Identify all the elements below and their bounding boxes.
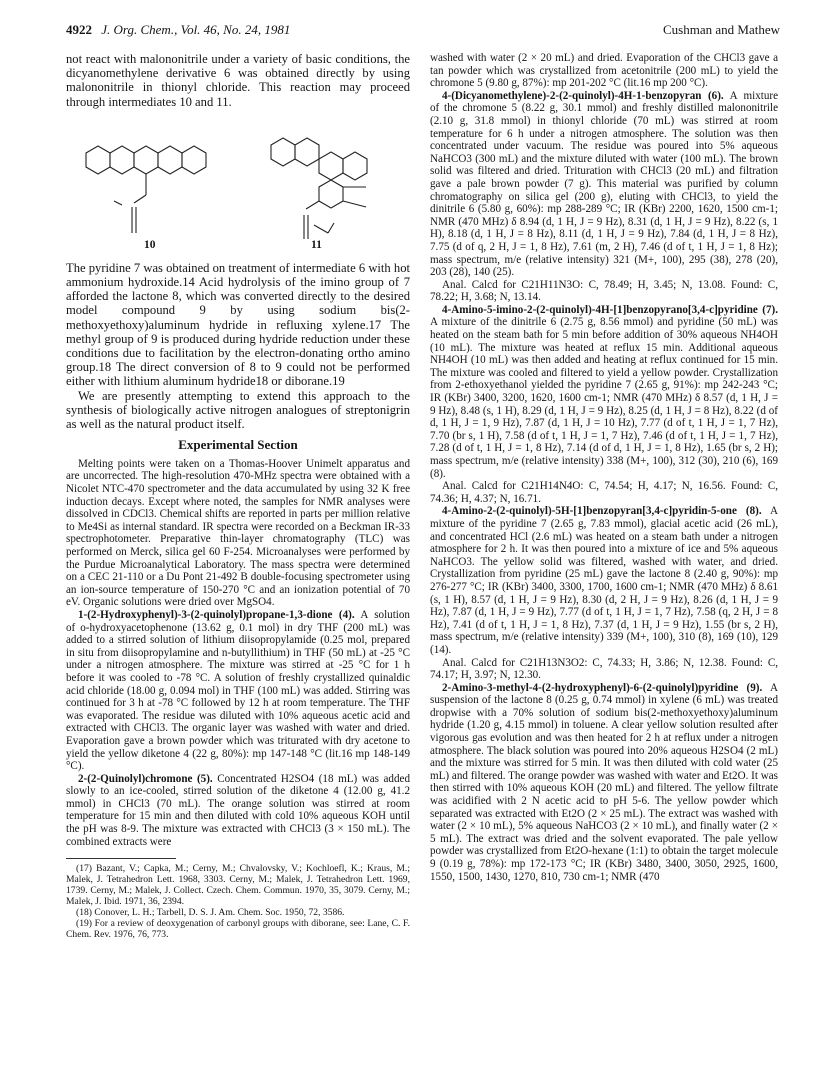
structures-figure xyxy=(66,115,410,257)
compound-6-text: A mixture of the chromone 5 (8.22 g, 30.1 mmol) and freshly distilled malononitrile (2.10 g, 31.8 mmol) in thionyl chloride (70 mL) was stirred at room temperature for 6 h under a nitrogen atmosphere. The solution was then concentrated under vacuum. The residue was poured into 5% aqueous NaHCO3 (300 mL) and the mixture diluted with water (100 mL). The brown solid was filtered and dried. Trituration with CHCl3 (20 mL) and filtration gave a pale brown powder (7 g). This material was purified by column chromatography on silica gel (200 g), eluting with CHCl3, to yield the dinitrile 6 (5.80 g, 60%): mp 288-289 °C; IR (KBr) 2200, 1620, 1500 cm-1; NMR (470 MHz) δ 8.94 (d, 1 H, J = 9 Hz), 8.31 (d, 1 H, J = 9 Hz), 8.22 (s, 1 H), 8.18 (d, 1 H, J = 8 Hz), 8.11 (d, 1 H, J = 9 Hz), 7.84 (d, 1 H, J = 8 Hz), 7.75 (d of q, 2 H, J = 1, 8 Hz), 7.61 (m, 2 H), 7.46 (d of t, 1 H, J = 1, 8 Hz); mass spectrum, m/e (relative intensity) 321 (M+, 100), 295 (38), 278 (20), 203 (28), 140 (25). xyxy=(430,89,778,279)
structure-label-11: 11 xyxy=(311,238,322,251)
paragraph-intro: not react with malononitrile under a variety of basic conditions, the dicyanomethylene derivative 6 was obtained directly by using malononitrile in thionyl chloride. This reaction may proceed through intermediates 10 and 11. xyxy=(66,52,410,109)
right-column xyxy=(430,52,778,883)
compound-6-title: 4-(Dicyanomethylene)-2-(2-quinolyl)-4H-1-benzopyran (6). xyxy=(442,89,724,102)
analysis-compound-6: Anal. Calcd for C21H11N3O: C, 78.49; H, 3.45; N, 13.08. Found: C, 78.22; H, 3.68; N, 13.14. xyxy=(430,278,778,304)
paragraph-chromone-workup: washed with water (2 × 20 mL) and dried. Evaporation of the CHCl3 gave a tan powder which was crystallized from acetonitrile (200 mL) to yield the chromone 5 (9.80 g, 87%): mp 201-202 °C (lit.16 mp 200 °C). xyxy=(430,52,778,90)
compound-7-title: 4-Amino-5-imino-2-(2-quinolyl)-4H-[1]benzopyrano[3,4-c]pyridine (7). xyxy=(442,303,778,316)
procedure-compound-7 xyxy=(430,304,778,480)
paragraph-outlook: We are presently attempting to extend this approach to the synthesis of biologically active nitrogen analogues of streptonigrin as well as the natural product itself. xyxy=(66,388,410,432)
paragraph-pyridine: The pyridine 7 was obtained on treatment of intermediate 6 with hot ammonium hydroxide.14 Acid hydrolysis of the imino group of 7 afforded the lactone 8, which was converted directly to the desired model compound 9 by using sodium bis(2-methoxyethoxy)aluminum hydride in refluxing xylene.17 The methyl group of 9 is produced during hydride reduction under these conditions due to facilitation by the electron-donating ortho amino group.18 The direct conversion of 8 to 9 could not be performed either with lithium aluminum hydride18 or diborane.19 xyxy=(66,260,410,389)
compound-9-title: 2-Amino-3-methyl-4-(2-hydroxyphenyl)-6-(2-quinolyl)pyridine (9). xyxy=(442,681,763,694)
procedure-compound-5 xyxy=(66,773,410,849)
procedure-compound-8 xyxy=(430,505,778,656)
compound-5-title: 2-(2-Quinolyl)chromone (5). xyxy=(78,772,213,785)
journal-citation: J. Org. Chem., Vol. 46, No. 24, 1981 xyxy=(101,22,291,37)
compound-9-text: A suspension of the lactone 8 (0.25 g, 0.74 mmol) in xylene (6 mL) was treated dropwise with a 70% solution of sodium bis(2-methoxyethoxy)aluminum hydride (1.20 g, 4.15 mmol) in toluene. A clear yellow solution resulted after vigorous gas evolution and was then heated for 2 h at reflux under a nitrogen atmosphere. The black solution was poured into 20% aqueous H2SO4 (2 mL) and the mixture was stirred for 5 min. It was then diluted with cold water (25 mL) and filtered. The orange powder was washed with water and Et2O. It was then stirred with 10% aqueous KOH (20 mL) and filtered. The yellow filtrate was acidified with 2 N acetic acid to pH 5-6. The yellow powder which separated was extracted with Et2O (2 × 25 mL). The extract was washed with water (2 × 10 mL), 5% aqueous NaHCO3 (2 × 10 mL), and finally water (2 × 5 mL). The extract was dried and the solvent evaporated. The pale yellow powder was crystallized from Et2O-hexane (1:1) to obtain the target molecule 9 (0.19 g, 78%): mp 172-173 °C; IR (KBr) 3480, 3400, 3050, 2925, 1600, 1550, 1500, 1430, 1270, 810, 730 cm-1; NMR (470 xyxy=(430,681,778,883)
footnote-divider xyxy=(66,858,176,859)
structure-label-10: 10 xyxy=(144,238,156,251)
analysis-compound-7: Anal. Calcd for C21H14N4O: C, 74.54; H, 4.17; N, 16.56. Found: C, 74.36; H, 4.37; N, 16.71. xyxy=(430,480,778,505)
page-header xyxy=(66,22,780,40)
compound-4-text: A solution of o-hydroxyacetophenone (13.62 g, 0.1 mol) in dry THF (200 mL) was added to a stirred solution of lithium diisopropylamide (0.25 mol, prepared in situ from diisopropylamine and n-butyllithium) in THF (50 mL) at -25 °C under a nitrogen atmosphere. The mixture was stirred at -25 °C for 1 h before it was cooled to -78 °C. A solution of freshly crystallized quinaldic acid chloride (18.00 g, 0.094 mol) in THF (100 mL) was added. Stirring was continued for 3 h at -78 °C followed by 12 h at room temperature. The THF was evaporated. The residue was diluted with 10% aqueous acetic acid and extracted with CHCl3. The organic layer was washed with water and dried. Evaporation gave a brown powder which was triturated with dry acetone to yield the yellow diketone 4 (22 g, 80%): mp 147-148 °C (lit.16 mp 148-149 °C). xyxy=(66,608,410,773)
compound-7-text: A mixture of the dinitrile 6 (2.75 g, 8.56 mmol) and pyridine (50 mL) was heated on the steam bath for 5 min before addition of 30% aqueous NH4OH (10 mL). The mixture was heated at reflux 15 min. Additional aqueous NH4OH (10 mL) was then added and heating at reflux continued for 15 min. The mixture was cooled and filtered to yield a yellow powder. Crystallization from 2-ethoxyethanol yielded the pyridine 7 (2.65 g, 91%): mp 242-243 °C; IR (KBr) 3400, 3200, 1620, 1600 cm-1; NMR (470 MHz) δ 8.57 (d, 1 H, J = 9 Hz), 8.48 (s, 1 H), 8.29 (d, 1 H, J = 9 Hz), 8.25 (d, 1 H, J = 8 Hz), 8.22 (d of d, 1 H, J = 1, 9 Hz), 7.87 (d, 1 H, J = 10 Hz), 7.77 (d of t, 1 H, J = 1, 7 Hz), 7.70 (br s, 1 H), 7.58 (d of t, 1 H, J = 1, 7 Hz), 7.46 (d of t, 1 H, J = 1, 7 Hz), 7.28 (d of t, 1 H, J = 1, 8 Hz), 7.14 (d of d, 1 H, J = 1, 8 Hz), 1.65 (br s, 2 H); mass spectrum, m/e (relative intensity) 338 (M+, 100), 312 (30), 210 (6), 169 (8). xyxy=(430,316,778,480)
compound-8-title: 4-Amino-2-(2-quinolyl)-5H-[1]benzopyran[3,4-c]pyridin-5-one (8). xyxy=(442,505,762,518)
footnote-19: (19) For a review of deoxygenation of carbonyl groups with diborane, see: Lane, C. F. Chem. Rev. 1976, 76, 773. xyxy=(66,918,410,941)
section-heading-experimental: Experimental Section xyxy=(178,437,298,453)
footnote-17: (17) Bazant, V.; Capka, M.; Cerny, M.; Chvalovsky, V.; Kochloefl, K.; Kraus, M.; Malek, J. Tetrahedron Lett. 1968, 3303. Cerny, M.; Malek, J. Tetrahedron Lett. 1969, 1739. Cerny, M.; Malek, J. Collect. Czech. Chem. Commun. 1970, 35, 3079. Cerny, M.; Malek, J. Ibid. 1971, 36, 2394. xyxy=(66,863,410,908)
chemical-structures-drawing xyxy=(66,115,410,257)
page-number: 4922 xyxy=(66,22,92,37)
compound-8-text: A mixture of the pyridine 7 (2.65 g, 7.83 mmol), glacial acetic acid (26 mL), and concentrated HCl (2.6 mL) was heated on a steam bath under a nitrogen atmosphere for 2 h. It was then poured into a mixture of ice and 5% aqueous NaHCO3. The yellow solid was filtered, washed with water, and dried. Crystallization from pyridine (25 mL) gave the lactone 8 (2.40 g, 90%): mp 276-277 °C; IR (KBr) 3400, 3300, 1700, 1600 cm-1; NMR (470 MHz) δ 8.61 (s, 1 H), 8.57 (d, 1 H, J = 9 Hz), 8.30 (d, 2 H, J = 9 Hz), 8.26 (d, 1 H, J = 9 Hz), 7.87 (d, 1 H, J = 9 Hz), 7.77 (d of t, 1 H, J = 1, 7 Hz), 7.58 (q, 2 H, J = 8 Hz), 7.41 (d of t, 1 H, J = 1, 8 Hz), 7.37 (d, 1 H, J = 9 Hz), 1.55 (br s, 2 H), mass spectrum, m/e (relative intensity) 339 (M+, 100), 310 (8), 169 (10), 129 (14). xyxy=(430,505,778,656)
paragraph-general-methods: Melting points were taken on a Thomas-Hoover Unimelt apparatus and are uncorrected. The high-resolution 470-MHz spectra were obtained with a Nicolet NTC-470 spectrometer and the data accumulated by using 32 K free induction decays. Except where noted, the samples for NMR analyses were dissolved in CDCl3. Chemical shifts are reported in parts per million relative to Me4Si as internal standard. IR spectra were recorded on a Beckman IR-33 spectrophotometer. Preparative thin-layer chromatography (TLC) was performed on Merck, silica gel 60 F-254. Microanalyses were performed by the Purdue Microanalytical Laboratory. The mass spectra were determined on a CEC 21-110 or a Du Pont 21-492 B double-focusing spectrometer using an ion-source temperature of 150-270 °C and an ionization potential of 70 eV. Organic solutions were dried over MgSO4. xyxy=(66,457,410,609)
compound-5-text: Concentrated H2SO4 (18 mL) was added slowly to an ice-cooled, stirred solution of the diketone 4 (12.00 g, 41.2 mmol) in CHCl3 (70 mL). The orange solution was stirred at room temperature for 15 min and then diluted with cold 10% aqueous KOH until the pH was 8-9. The mixture was extracted with CHCl3 (3 × 150 mL). The combined extracts were xyxy=(66,772,410,848)
left-column xyxy=(66,52,410,940)
footnote-18: (18) Conover, L. H.; Tarbell, D. S. J. Am. Chem. Soc. 1950, 72, 3586. xyxy=(76,907,345,919)
procedure-compound-9 xyxy=(430,682,778,884)
running-authors: Cushman and Mathew xyxy=(663,22,780,37)
analysis-compound-8: Anal. Calcd for C21H13N3O2: C, 74.33; H, 3.86; N, 12.38. Found: C, 74.17; H, 3.97; N, 12.30. xyxy=(430,656,778,682)
procedure-compound-6 xyxy=(430,90,778,279)
compound-4-title: 1-(2-Hydroxyphenyl)-3-(2-quinolyl)propane-1,3-dione (4). xyxy=(78,608,355,621)
procedure-compound-4 xyxy=(66,609,410,773)
